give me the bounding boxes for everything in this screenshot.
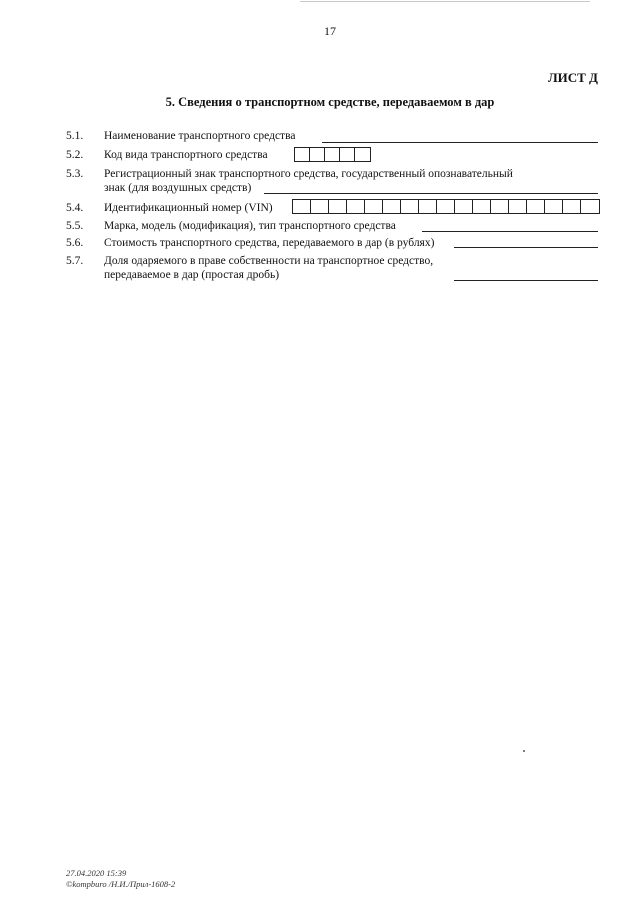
item-label: Код вида транспортного средства — [104, 149, 268, 161]
char-cell[interactable] — [365, 200, 383, 213]
registration-sign-field[interactable] — [264, 193, 598, 194]
char-cell[interactable] — [545, 200, 563, 213]
make-model-field[interactable] — [422, 231, 598, 232]
item-number: 5.1. — [66, 130, 84, 142]
item-label: Марка, модель (модификация), тип транспортного средства — [104, 220, 396, 232]
footer-timestamp: 27.04.2020 15:39 — [66, 868, 127, 878]
char-cell[interactable] — [355, 148, 370, 161]
item-number: 5.7. — [66, 255, 84, 267]
vehicle-name-field[interactable] — [322, 142, 598, 143]
item-label-continued: знак (для воздушных средств) — [104, 182, 252, 194]
char-cell[interactable] — [295, 148, 310, 161]
char-cell[interactable] — [437, 200, 455, 213]
item-label: Идентификационный номер (VIN) — [104, 202, 273, 214]
scan-speck — [523, 750, 525, 752]
char-cell[interactable] — [311, 200, 329, 213]
item-number: 5.3. — [66, 168, 84, 180]
item-label: Наименование транспортного средства — [104, 130, 296, 142]
ownership-share-field[interactable] — [454, 280, 598, 281]
item-number: 5.4. — [66, 202, 84, 214]
char-cell[interactable] — [509, 200, 527, 213]
item-label: Стоимость транспортного средства, передаваемого в дар (в рублях) — [104, 237, 435, 249]
char-cell[interactable] — [527, 200, 545, 213]
char-cell[interactable] — [310, 148, 325, 161]
char-cell[interactable] — [581, 200, 599, 213]
vehicle-type-code-cells[interactable] — [294, 147, 371, 162]
item-number: 5.6. — [66, 237, 84, 249]
vehicle-value-field[interactable] — [454, 247, 598, 248]
item-number: 5.2. — [66, 149, 84, 161]
page-number: 17 — [324, 24, 336, 38]
footer-path-text: kompburo /Н.И./Прил-1608-2 — [72, 879, 176, 889]
char-cell[interactable] — [563, 200, 581, 213]
char-cell[interactable] — [419, 200, 437, 213]
sheet-label: ЛИСТ Д — [547, 70, 598, 85]
char-cell[interactable] — [325, 148, 340, 161]
item-label-continued: передаваемое в дар (простая дробь) — [104, 269, 280, 281]
char-cell[interactable] — [329, 200, 347, 213]
char-cell[interactable] — [340, 148, 355, 161]
item-number: 5.5. — [66, 220, 84, 232]
item-label: Доля одаряемого в праве собственности на транспортное средство, — [104, 255, 434, 267]
char-cell[interactable] — [401, 200, 419, 213]
vin-cells[interactable] — [292, 199, 600, 214]
char-cell[interactable] — [491, 200, 509, 213]
section-title: 5. Сведения о транспортном средстве, передаваемом в дар — [165, 95, 495, 109]
char-cell[interactable] — [293, 200, 311, 213]
char-cell[interactable] — [383, 200, 401, 213]
top-rule — [300, 1, 590, 2]
item-label: Регистрационный знак транспортного средства, государственный опознавательный — [104, 168, 513, 180]
copyright-icon: © — [66, 879, 73, 889]
char-cell[interactable] — [347, 200, 365, 213]
char-cell[interactable] — [455, 200, 473, 213]
char-cell[interactable] — [473, 200, 491, 213]
footer-path — [66, 879, 175, 889]
